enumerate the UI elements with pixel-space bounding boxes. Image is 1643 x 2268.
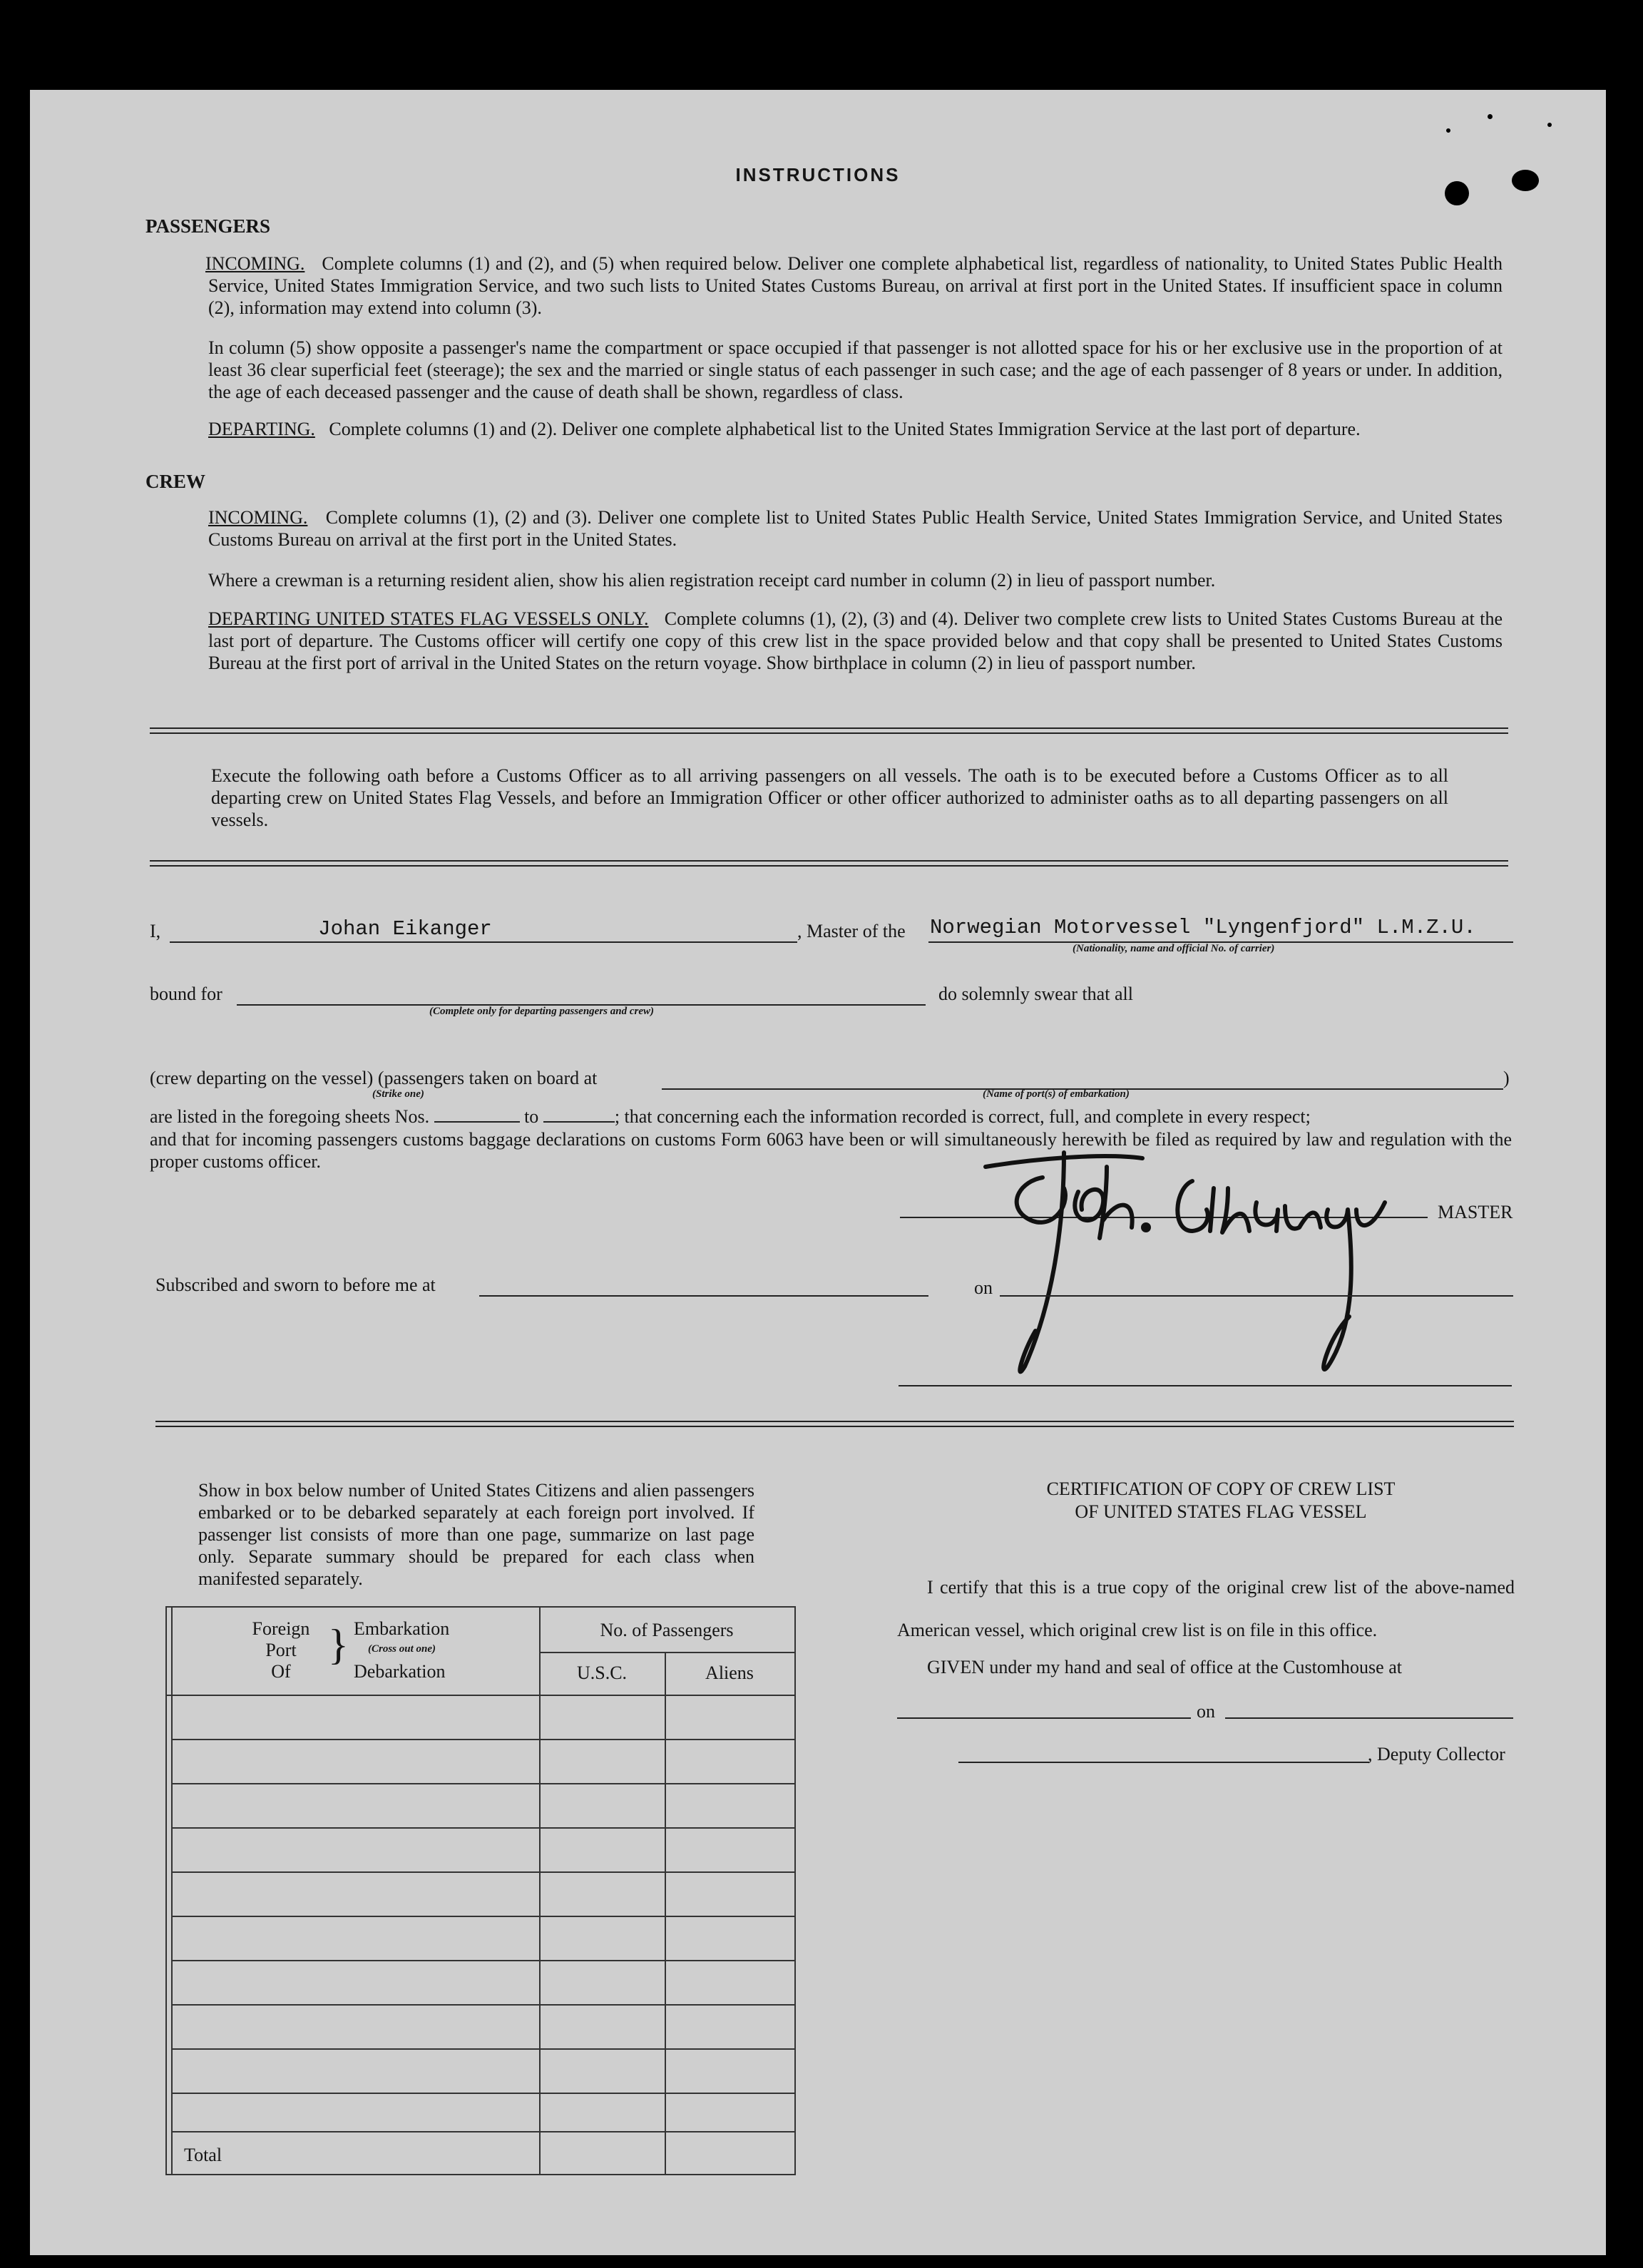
vessel-caption: (Nationality, name and official No. of carrier) [1073, 943, 1275, 954]
bound-for-label: bound for [150, 984, 222, 1004]
crew-departing-text: Complete columns (1), (2), (3) and (4). Deliver two complete crew lists to United States Customs Bureau at the last port of departure. The Customs officer will certify one copy of this crew list in the space provided below and that copy shall be presented to United States Customs Bureau at the first port of arrival in the United States on the return voyage. Show birthplace in column (2) in lieu of passport number. [208, 608, 1503, 673]
swear-label: do solemnly swear that all [938, 984, 1133, 1004]
double-divider [155, 1421, 1514, 1427]
vessel-value: Norwegian Motorvessel "Lyngenfjord" L.M.Z.U. [930, 916, 1476, 939]
sheet-from-field[interactable] [434, 1107, 520, 1123]
passengers-departing-paragraph [208, 418, 1513, 440]
table-row [171, 2048, 794, 2050]
certification-on-label: on [1197, 1701, 1215, 1722]
crew-incoming-text: Complete columns (1), (2) and (3). Deliver one complete list to United States Public Health Service, United States Immigration Service, and United States Customs Bureau on arrival at the first port in the United States. [208, 507, 1503, 550]
master-name-value: Johan Eikanger [318, 917, 492, 941]
listed-prefix: are listed in the foregoing sheets Nos. [150, 1106, 430, 1127]
col-of-label: Of [271, 1661, 291, 1682]
crew-passengers-label: (crew departing on the vessel) (passengers taken on board at [150, 1068, 598, 1088]
crew-returning-alien-paragraph: Where a crewman is a returning resident alien, show his alien registration receipt card number in column (2) in lieu of passport number. [208, 570, 1216, 591]
customhouse-place-line [897, 1717, 1191, 1719]
col-no-passengers-label: No. of Passengers [600, 1620, 734, 1640]
certification-title-1: CERTIFICATION OF COPY OF CREW LIST [1046, 1478, 1396, 1499]
crew-incoming-label: INCOMING. [208, 507, 308, 528]
table-row [171, 1783, 794, 1784]
col-aliens-label: Aliens [705, 1662, 754, 1683]
table-row [171, 2131, 794, 2132]
col-embarkation-label: Embarkation [354, 1618, 450, 1639]
table-row [171, 1960, 794, 1961]
crew-departing-label: DEPARTING UNITED STATES FLAG VESSELS ONLY. [208, 608, 649, 629]
ink-speck [1547, 123, 1552, 127]
given-text: GIVEN under my hand and seal of office at the Customhouse at [927, 1657, 1402, 1677]
strike-one-caption: (Strike one) [372, 1088, 424, 1100]
inner-left-rule [171, 1608, 173, 2174]
passengers-incoming-label: INCOMING. [205, 253, 305, 274]
subscribed-on-label: on [974, 1277, 993, 1298]
deputy-collector-label: , Deputy Collector [1368, 1744, 1505, 1764]
section-heading-crew: CREW [145, 471, 206, 492]
master-signature [957, 1138, 1413, 1388]
ports-caption: (Name of port(s) of embarkation) [983, 1088, 1130, 1100]
double-divider [150, 860, 1508, 867]
subscribed-date-line [1000, 1295, 1513, 1297]
oath-instruction-paragraph: Execute the following oath before a Customs Officer as to all arriving passengers on all vessels. The oath is to be executed before a Customs Officer as to all departing crew on United States Flag Vessels, and before an Immigration Officer or other officer authorized to administer oaths as to all departing passengers on all vessels. [211, 765, 1448, 830]
passengers-incoming-paragraph [205, 252, 1503, 319]
listed-sheets-line [150, 1105, 1512, 1128]
crew-incoming-paragraph [208, 506, 1503, 551]
deputy-collector-line [958, 1762, 1369, 1763]
sheet-to-field[interactable] [543, 1107, 615, 1123]
subscribed-place-line [479, 1295, 928, 1297]
col-usc-label: U.S.C. [576, 1662, 628, 1683]
listed-suffix: ; that concerning each the information recorded is correct, full, and complete in every respect; [614, 1106, 1311, 1127]
total-label: Total [184, 2145, 222, 2165]
bound-for-caption: (Complete only for departing passengers and crew) [429, 1006, 654, 1017]
table-row [171, 1827, 794, 1829]
crew-list-instructions-page [30, 90, 1606, 2255]
col-foreign-label: Foreign [252, 1618, 310, 1639]
table-row [171, 2004, 794, 2006]
to-label: to [524, 1106, 539, 1127]
listed-rest-paragraph: and that for incoming passengers customs baggage declarations on customs Form 6063 have been or will simultaneously herewith be filed as required by law and regulation with the proper customs officer. [150, 1129, 1512, 1172]
passengers-departing-label: DEPARTING. [208, 419, 315, 439]
table-row [171, 1916, 794, 1917]
master-label: MASTER [1438, 1202, 1513, 1222]
certification-date-line [1225, 1717, 1513, 1719]
passengers-incoming-text: Complete columns (1) and (2), and (5) when required below. Deliver one complete alphabetical list, regardless of nationality, to United States Public Health Service, United States Immigration Service, and two such lists to United States Customs Bureau, on arrival at first port in the United States. If insufficient space in column (2), information may extend into column (3). [208, 253, 1503, 318]
brace-glyph: } [328, 1621, 349, 1668]
col-port-label: Port [265, 1640, 297, 1660]
crew-departing-paragraph [208, 608, 1503, 674]
col-cross-caption: (Cross out one) [368, 1643, 436, 1655]
ink-speck [1488, 114, 1493, 119]
close-paren: ) [1503, 1068, 1510, 1088]
passengers-column5-paragraph: In column (5) show opposite a passenger's name the compartment or space occupied if that passenger is not allotted space for his or her exclusive use in the proportion of at least 36 clear superficial feet (steerage); the sex and the married or single status of each passenger in such case; and the age of each passenger of 8 years or under. In addition, the age of each deceased passenger and the cause of death shall be shown, regardless of class. [208, 337, 1503, 402]
col-debarkation-label: Debarkation [354, 1661, 446, 1682]
oath-i-label: I, [150, 921, 161, 941]
page-title: INSTRUCTIONS [735, 164, 901, 185]
section-heading-passengers: PASSENGERS [145, 215, 271, 237]
certification-text: I certify that this is a true copy of the original crew list of the above-named American vessel, which original crew list is on file in this office. [897, 1577, 1515, 1640]
subscribed-label: Subscribed and sworn to before me at [155, 1275, 436, 1295]
table-row [171, 1739, 794, 1740]
summary-instruction-paragraph: Show in box below number of United States Citizens and alien passengers embarked or to be debarked separately at each foreign port involved. If passenger list consists of more than one page, summarize on last page only. Separate summary should be prepared for each class when manifested separately. [198, 1480, 754, 1589]
double-divider [150, 727, 1508, 734]
ink-speck [1446, 128, 1450, 133]
passenger-summary-table [165, 1606, 796, 2175]
table-row [171, 1871, 794, 1873]
table-row [171, 2093, 794, 2094]
passengers-departing-text: Complete columns (1) and (2). Deliver one complete alphabetical list to the United States Immigration Service at the last port of departure. [329, 419, 1361, 439]
certification-title-2: OF UNITED STATES FLAG VESSEL [1075, 1501, 1367, 1522]
master-name-line [170, 941, 797, 943]
officer-signature-line [899, 1385, 1512, 1386]
master-of-label: , Master of the [797, 921, 906, 941]
